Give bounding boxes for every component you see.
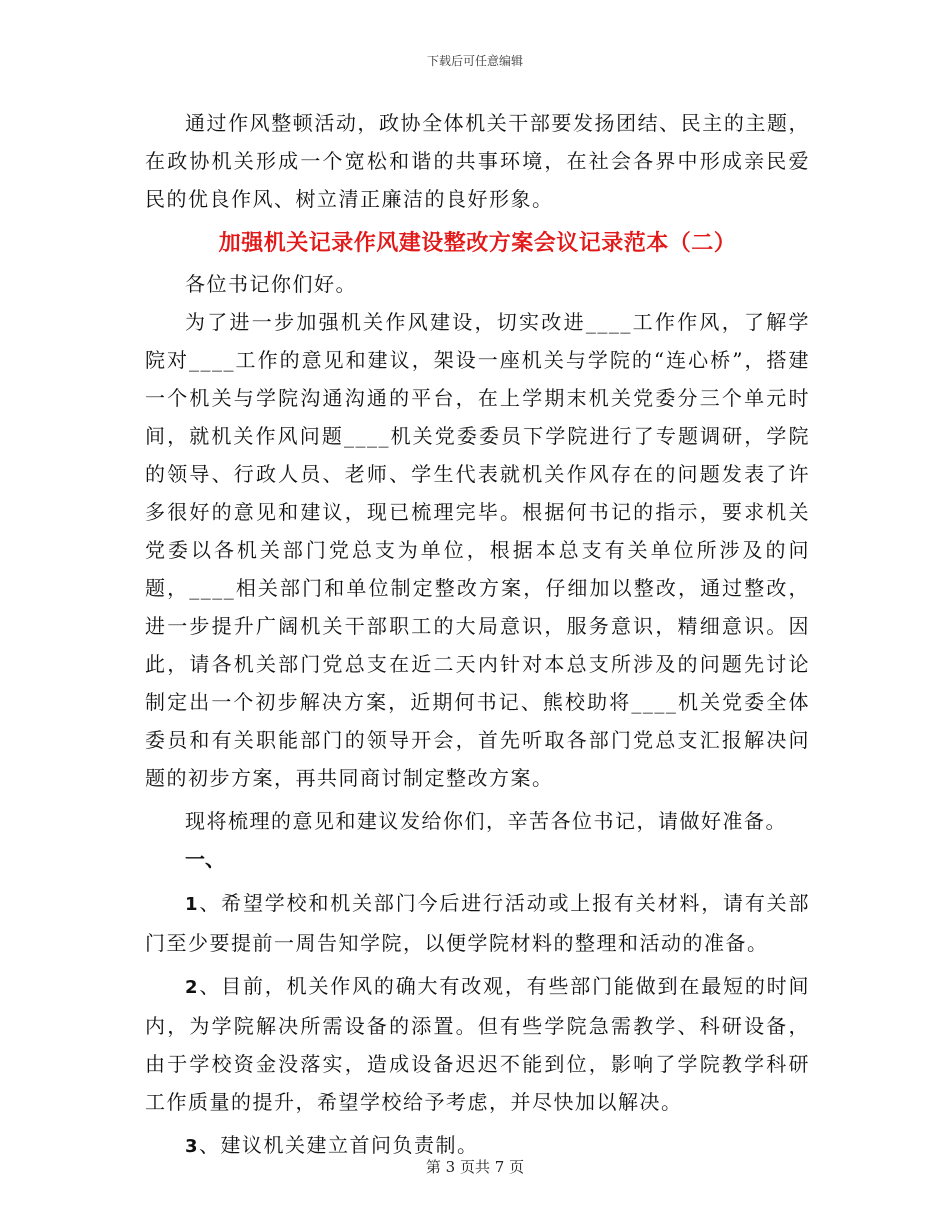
list-item [145,884,810,962]
main-paragraph: 为了进一步加强机关作风建设，切实改进____工作作风，了解学院对____工作的意见和建议，架设一座机关与学院的“连心桥”，搭建一个机关与学院沟通沟通的平台，在上学期末机关党委分三个单元时间，就机关作风问题____机关党委委员下学院进行了专题调研，学院的领导、行政人员、老师、学生代表就机关作风存在的问题发表了许多很好的意见和建议，现已梳理完毕。根据何书记的指示，要求机关党委以各机关部门党总支为单位，根据本总支有关单位所涉及的问题，____相关部门和单位制定整改方案，仔细加以整改，通过整改，进一步提升广阔机关干部职工的大局意识，服务意识，精细意识。因此，请各机关部门党总支在近二天内针对本总支所涉及的问题先讨论制定出一个初步解决方案，近期何书记、熊校助将____机关党委全体委员和有关职能部门的领导开会，首先听取各部门党总支汇报解决问题的初步方案，再共同商讨制定整改方案。 [145,310,810,790]
heading-one: 一、 [185,847,225,871]
item-number: 2 [185,977,200,998]
page-number: 第 3 页共 7 页 [425,1158,525,1176]
page-header-note: 下载后可任意编辑 [426,54,523,68]
greeting-paragraph: 各位书记你们好。 [185,272,357,296]
list-item [145,967,810,1121]
item-text: 、建议机关建立首问负责制。 [199,1133,479,1157]
document-body [145,104,810,1171]
item-number: 3 [185,1136,200,1157]
intro-paragraph: 通过作风整顿活动，政协全体机关干部要发扬团结、民主的主题，在政协机关形成一个宽松和谐的共事环境，在社会各界中形成亲民爱民的优良作风、树立清正廉洁的良好形象。 [145,111,810,211]
closing-paragraph: 现将梳理的意见和建议发给你们，辛苦各位书记，请做好准备。 [185,809,787,833]
section-title: 加强机关记录作风建设整改方案会议记录范本（二） [218,230,737,256]
item-number: 1 [185,894,200,915]
item-text: 、希望学校和机关部门今后进行活动或上报有关材料，请有关部门至少要提前一周告知学院，以便学院材料的整理和活动的准备。 [145,891,810,955]
item-text: 、目前，机关作风的确大有改观，有些部门能做到在最短的时间内，为学院解决所需设备的添置。但有些学院急需教学、科研设备，由于学校资金没落实，造成设备迟迟不能到位，影响了学院教学科研工作质量的提升，希望学校给予考虑，并尽快加以解决。 [145,974,810,1114]
